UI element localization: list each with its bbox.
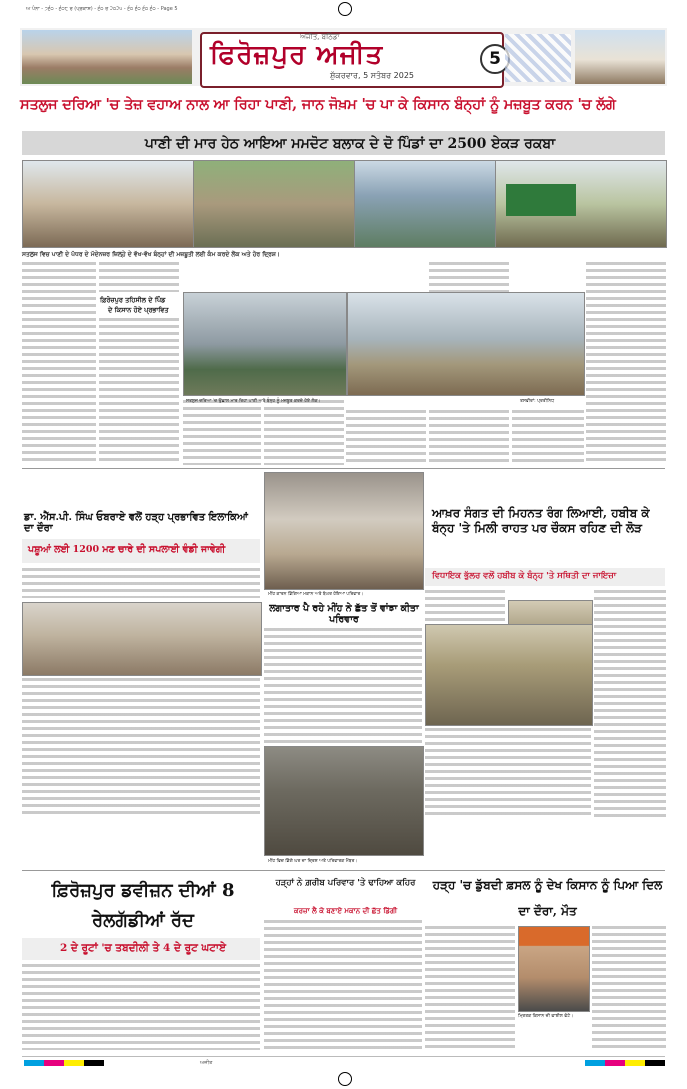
- habib-photo-2: [425, 624, 593, 726]
- color-bar-right: [585, 1060, 665, 1066]
- lead-body-col-5: [346, 410, 426, 465]
- farmer-headline: ਹੜ੍ਹ 'ਚ ਡੁੱਬਦੀ ਫ਼ਸਲ ਨੂੰ ਦੇਖ ਕਿਸਾਨ ਨੂੰ ਪਿਆ ਦਿਲ ਦਾ ਦੌਰਾ, ਮੌਤ: [432, 878, 663, 918]
- oberoi-body: [22, 678, 260, 818]
- habib-body: [425, 728, 591, 818]
- masthead-subtitle: ਅਜੀਤ, ਬਠਿੰਡਾ: [300, 33, 340, 41]
- rail-body: [22, 964, 260, 1050]
- rail-subheadline: 2 ਦੇ ਰੂਟਾਂ 'ਚ ਤਬਦੀਲੀ ਤੇ 4 ਦੇ ਰੂਟ ਘਟਾਏ: [59, 942, 227, 954]
- registration-mark-bottom-icon: [338, 1072, 352, 1086]
- lead-body-col-6b: [429, 410, 509, 465]
- lead-photo-2: [193, 160, 355, 248]
- family-headline: ਲਗਾਤਾਰ ਪੈ ਰਹੇ ਮੀਂਹ ਨੇ ਛੱਤ ਤੋਂ ਵਾਂਝਾ ਕੀਤਾ ਪਰਿਵਾਰ: [269, 603, 419, 625]
- habib-body-col-3: [594, 590, 666, 818]
- river-photo: [183, 292, 347, 396]
- family-body: [264, 628, 422, 743]
- print-info: ਅ ਪੰਨਾ - ੭੬੦ - ੬੦੮ ਰ (ਪ੍ਰਕਾਸ਼) - ੬੦ ਰ ੨੦੨੫ - ੬੦ ੬੦ ੬੦ ੬੦ - Page 5: [26, 6, 178, 12]
- rail-headline: ਫ਼ਿਰੋਜ਼ਪੁਰ ਡਵੀਜ਼ਨ ਦੀਆਂ 8 ਰੇਲਗੱਡੀਆਂ ਰੱਦ: [51, 880, 235, 931]
- lead-subheadline: ਪਾਣੀ ਦੀ ਮਾਰ ਹੇਠ ਆਇਆ ਮਮਦੋਟ ਬਲਾਕ ਦੇ ਦੋ ਪਿੰਡਾਂ ਦਾ 2500 ਏਕੜ ਰਕਬਾ: [144, 136, 556, 152]
- inner-caption-left: ਸਤਲੁਜ ਦਰਿਆ 'ਚ ਉਛਾਲ ਮਾਰ ਰਿਹਾ ਪਾਣੀ ਅਤੇ ਬੰਨ੍ਹ ਨੂੰ ਮਜ਼ਬੂਤ ਕਰਦੇ ਹੋਏ ਲੋਕ।: [186, 399, 321, 404]
- lead-subheading-2: ਦੇ ਕਿਸਾਨ ਹੋਏ ਪ੍ਰਭਾਵਿਤ: [108, 306, 169, 314]
- masthead-photo-right: [575, 30, 665, 84]
- farmer-body-col-3: [592, 926, 666, 1050]
- embankment-photo: [347, 292, 585, 396]
- registration-mark-icon: [338, 2, 352, 16]
- lead-body-col-8: [586, 262, 666, 465]
- color-bar-left: [24, 1060, 104, 1066]
- page-number: 5: [480, 44, 510, 74]
- footer-slug: ਅਜੀਤ: [200, 1060, 213, 1066]
- oberoi-body-top: [22, 568, 260, 598]
- poor-family-headline: ਹੜ੍ਹਾਂ ਨੇ ਗ਼ਰੀਬ ਪਰਿਵਾਰ 'ਤੇ ਢਾਹਿਆ ਕਹਿਰ: [275, 878, 416, 888]
- lead-body-col-7: [512, 410, 584, 465]
- oberoi-subheadline: ਪਸ਼ੂਆਂ ਲਈ 1200 ਮਣ ਚਾਰੇ ਦੀ ਸਪਲਾਈ ਵੰਡੀ ਜਾਵੇਗੀ: [28, 544, 226, 555]
- farmer-photo-caption: ਮ੍ਰਿਤਕ ਕਿਸਾਨ ਦੀ ਫਾਈਲ ਫੋਟੋ।: [518, 1014, 574, 1019]
- lead-photo-caption: ਸਤਲੁਜ ਵਿਚ ਪਾਣੀ ਦੇ ਪੱਧਰ ਦੇ ਮੱਦੇਨਜ਼ਰ ਜ਼ਿਲ੍ਹੇ ਦੇ ਵੱਖ-ਵੱਖ ਬੰਨ੍ਹਾਂ ਦੀ ਮਜ਼ਬੂਤੀ ਲਈ ਕੰਮ ਕਰਦੇ ਲੋਕ ਅਤੇ ਹੋਰ ਦ੍ਰਿਸ਼।: [22, 251, 280, 258]
- poor-family-subheadline: ਕਰਜ਼ਾ ਲੈ ਕੇ ਬਣਾਏ ਮਕਾਨ ਦੀ ਛੱਤ ਡਿੱਗੀ: [293, 906, 398, 915]
- family-photo: [264, 472, 424, 590]
- lead-body-col-1: [22, 262, 96, 465]
- lead-body-col-2b: [99, 318, 179, 465]
- lead-subheading-1: ਫ਼ਿਰੋਜ਼ਪੁਰ ਤਹਿਸੀਲ ਦੇ ਪਿੰਡ: [100, 296, 166, 304]
- tractor-trolley: [506, 184, 576, 216]
- farmer-body-col-1: [425, 926, 515, 1050]
- divider-2: [22, 870, 665, 871]
- family-photo-caption: ਮੀਂਹ ਕਾਰਨ ਡਿੱਗਿਆ ਮਕਾਨ ਅਤੇ ਬੇਘਰ ਹੋਇਆ ਪਰਿਵਾਰ।: [268, 592, 364, 597]
- collapsed-house-caption: ਮੀਂਹ ਵਿਚ ਡਿੱਗੇ ਘਰ ਦਾ ਦ੍ਰਿਸ਼ ਅਤੇ ਪਰਿਵਾਰਕ ਮੈਂਬਰ।: [268, 859, 358, 864]
- lead-body-col-2a: [99, 262, 179, 292]
- lead-photo-3: [354, 160, 496, 248]
- masthead-title: ਫਿਰੋਜ਼ਪੁਰ ਅਜੀਤ: [210, 40, 384, 70]
- lead-body-col-4: [264, 400, 344, 465]
- divider: [22, 468, 665, 469]
- collapsed-house-photo: [264, 746, 424, 856]
- lead-body-col-6a: [429, 262, 509, 292]
- poor-family-body: [264, 920, 422, 1050]
- oberoi-headline: ਡਾ. ਐੱਸ.ਪੀ. ਸਿੰਘ ਓਬਰਾਏ ਵਲੋਂ ਹੜ੍ਹ ਪ੍ਰਭਾਵਿਤ ਇਲਾਕਿਆਂ ਦਾ ਦੌਰਾ: [24, 512, 248, 534]
- habib-subheadline: ਵਿਧਾਇਕ ਭੁੱਲਰ ਵਲੋਂ ਹਬੀਬ ਕੇ ਬੰਨ੍ਹ 'ਤੇ ਸਥਿਤੀ ਦਾ ਜਾਇਜ਼ਾ: [432, 571, 617, 581]
- masthead-photo-left: [22, 30, 192, 84]
- farmer-photo: [518, 926, 590, 1012]
- lead-body-col-3: [183, 400, 261, 465]
- masthead-date: ਸ਼ੁੱਕਰਵਾਰ, 5 ਸਤੰਬਰ 2025: [330, 71, 415, 80]
- inner-caption-right: ਤਸਵੀਰਾਂ: ਪ੍ਰਤੀਨਿਧ: [520, 399, 555, 404]
- oberoi-photo: [22, 602, 262, 676]
- lead-photo-1: [22, 160, 194, 248]
- lead-headline: ਸਤਲੁਜ ਦਰਿਆ 'ਚ ਤੇਜ਼ ਵਹਾਅ ਨਾਲ ਆ ਰਿਹਾ ਪਾਣੀ, ਜਾਨ ਜੋਖ਼ਮ 'ਚ ਪਾ ਕੇ ਕਿਸਾਨ ਬੰਨ੍ਹਾਂ ਨੂੰ ਮਜ਼ਬੂਤ ਕਰਨ 'ਚ ਲੱਗੇ: [20, 96, 616, 113]
- masthead-pattern: [505, 34, 571, 82]
- footer-rule: [22, 1056, 665, 1057]
- habib-headline: ਆਖ਼ਰ ਸੰਗਤ ਦੀ ਮਿਹਨਤ ਰੰਗ ਲਿਆਈ, ਹਬੀਬ ਕੇ ਬੰਨ੍ਹ 'ਤੇ ਮਿਲੀ ਰਾਹਤ ਪਰ ਚੌਕਸ ਰਹਿਣ ਦੀ ਲੋੜ: [432, 506, 650, 535]
